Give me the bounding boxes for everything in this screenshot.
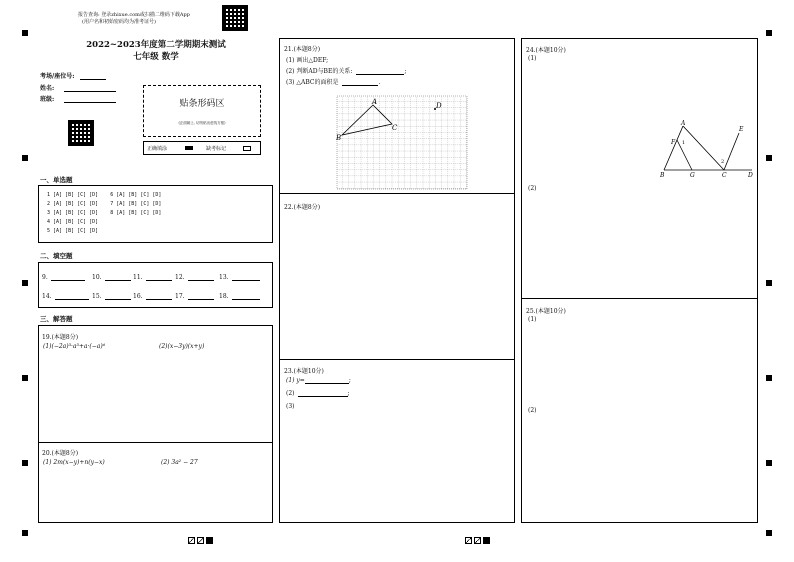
barcode-area	[143, 85, 261, 137]
notice-line-2: (用户名和初始密码均为准考证号)	[82, 19, 156, 25]
timing-mark	[766, 460, 772, 466]
q25-part1: (1)	[528, 316, 537, 323]
notice-line-1: 报告查询: 登录zhixue.com或扫描二维码下载App	[78, 12, 190, 18]
q19-part1: (1)(−2a)³·a³+a·(−a)⁶	[43, 343, 106, 350]
fig-label-a: A	[681, 120, 686, 127]
mc-row[interactable]: 2 [A] [B] [C] [D] 7 [A] [B] [C] [D]	[47, 201, 162, 207]
timing-mark	[766, 155, 772, 161]
label-b: B	[336, 134, 342, 142]
q24-part2: (2)	[528, 185, 537, 192]
mc-row[interactable]: 3 [A] [B] [C] [D] 8 [A] [B] [C] [D]	[47, 210, 162, 216]
timing-mark	[766, 530, 772, 536]
section-2-title: 二、填空题	[40, 252, 73, 260]
absent-mark-label: 缺考标记	[206, 146, 227, 152]
q20-part1: (1) 2m(x−y)+n(y−x)	[43, 459, 105, 466]
label-a: A	[372, 98, 378, 106]
section-3-title: 三、解答题	[40, 315, 73, 323]
mc-row[interactable]: 5 [A] [B] [C] [D]	[47, 228, 99, 234]
class-label: 班级:	[40, 96, 55, 103]
q19-header: 19.(本题8分)	[42, 334, 79, 341]
blank-item[interactable]: 17.	[175, 293, 214, 300]
fig-label-b: B	[660, 172, 665, 179]
q23-header: 23.(本题10分)	[284, 368, 324, 375]
timing-mark	[766, 375, 772, 381]
q25-part2: (2)	[528, 407, 537, 414]
absent-mark-box[interactable]	[243, 146, 251, 151]
app-qr-code	[222, 5, 248, 31]
name-field[interactable]	[40, 83, 116, 92]
q24-part1: (1)	[528, 55, 537, 62]
page-marker-right	[465, 530, 492, 549]
blank-item[interactable]: 16.	[133, 293, 172, 300]
timing-mark	[22, 30, 28, 36]
q24-header: 24.(本题10分)	[526, 47, 566, 54]
timing-mark	[22, 530, 28, 536]
timing-mark	[22, 280, 28, 286]
exam-subtitle: 七年级 数学	[133, 52, 179, 62]
timing-mark	[22, 375, 28, 381]
room-seat-field[interactable]	[40, 71, 106, 80]
blank-item[interactable]: 9.	[42, 274, 85, 281]
blank-item[interactable]: 15.	[92, 293, 131, 300]
q21-line2: (2) 判断AD与BE的关系: ;	[286, 68, 407, 75]
fig-label-1: 1	[682, 140, 686, 146]
fig-label-d: D	[748, 172, 753, 179]
q20-answer-box[interactable]	[38, 442, 273, 523]
q21-line3: (3) △ABC的面积是 .	[286, 79, 381, 86]
timing-mark	[766, 280, 772, 286]
q23-line1: (1) y= ;	[286, 377, 351, 384]
fig-label-f: F	[671, 139, 676, 146]
name-label: 姓名:	[40, 85, 55, 92]
blank-item[interactable]: 11.	[133, 274, 172, 281]
fig-label-2: 2	[721, 159, 725, 165]
mc-row[interactable]: 4 [A] [B] [C] [D]	[47, 219, 99, 225]
fill-legend	[143, 141, 261, 155]
q24-answer-box[interactable]	[521, 38, 758, 299]
q23-line3: (3)	[286, 403, 295, 410]
q22-answer-box[interactable]	[279, 193, 515, 360]
q24-geometry-figure	[660, 119, 760, 181]
blank-item[interactable]: 10.	[92, 274, 131, 281]
q20-part2: (2) 3a² − 27	[161, 459, 198, 466]
fig-label-e: E	[739, 126, 744, 133]
fig-label-c: C	[722, 172, 727, 179]
q19-answer-box[interactable]	[38, 325, 273, 443]
student-qr-code	[68, 120, 94, 146]
q23-answer-box[interactable]	[279, 359, 515, 523]
mc-row[interactable]: 1 [A] [B] [C] [D] 6 [A] [B] [C] [D]	[47, 192, 162, 198]
q25-answer-box[interactable]	[521, 298, 758, 523]
q21-answer-box[interactable]	[279, 38, 515, 194]
class-field[interactable]	[40, 94, 116, 103]
barcode-note: (正面朝上, 切勿贴出虚线方框)	[178, 121, 226, 125]
q19-part2: (2)(x−3y)(x+y)	[159, 343, 205, 350]
timing-mark	[766, 30, 772, 36]
q21-header: 21.(本题8分)	[284, 46, 321, 53]
blank-item[interactable]: 12.	[175, 274, 214, 281]
timing-mark	[22, 155, 28, 161]
blank-item[interactable]: 18.	[219, 293, 260, 300]
fill-blank-box	[38, 262, 273, 308]
section-1-title: 一、单选题	[40, 176, 73, 184]
blank-item[interactable]: 14.	[42, 293, 89, 300]
timing-mark	[22, 460, 28, 466]
correct-fill-label: 正确填涂	[147, 146, 168, 152]
q22-header: 22.(本题8分)	[284, 204, 321, 211]
blank-item[interactable]: 13.	[219, 274, 260, 281]
q21-line1: (1) 画出△DEF;	[286, 57, 329, 64]
label-c: C	[392, 124, 398, 132]
barcode-area-label: 贴条形码区	[179, 99, 225, 109]
label-d: D	[436, 102, 442, 110]
mc-answer-box	[38, 185, 273, 243]
exam-title: 2022~2023年度第二学期期末测试	[86, 40, 226, 50]
page-marker-left	[188, 530, 215, 549]
q25-header: 25.(本题10分)	[526, 308, 566, 315]
q23-line2: (2) ;	[286, 390, 350, 397]
room-seat-label: 考场/座位号:	[40, 73, 75, 80]
q21-grid-figure	[336, 95, 470, 191]
fig-label-g: G	[690, 172, 695, 179]
q20-header: 20.(本题8分)	[42, 450, 79, 457]
correct-fill-sample	[185, 146, 193, 150]
